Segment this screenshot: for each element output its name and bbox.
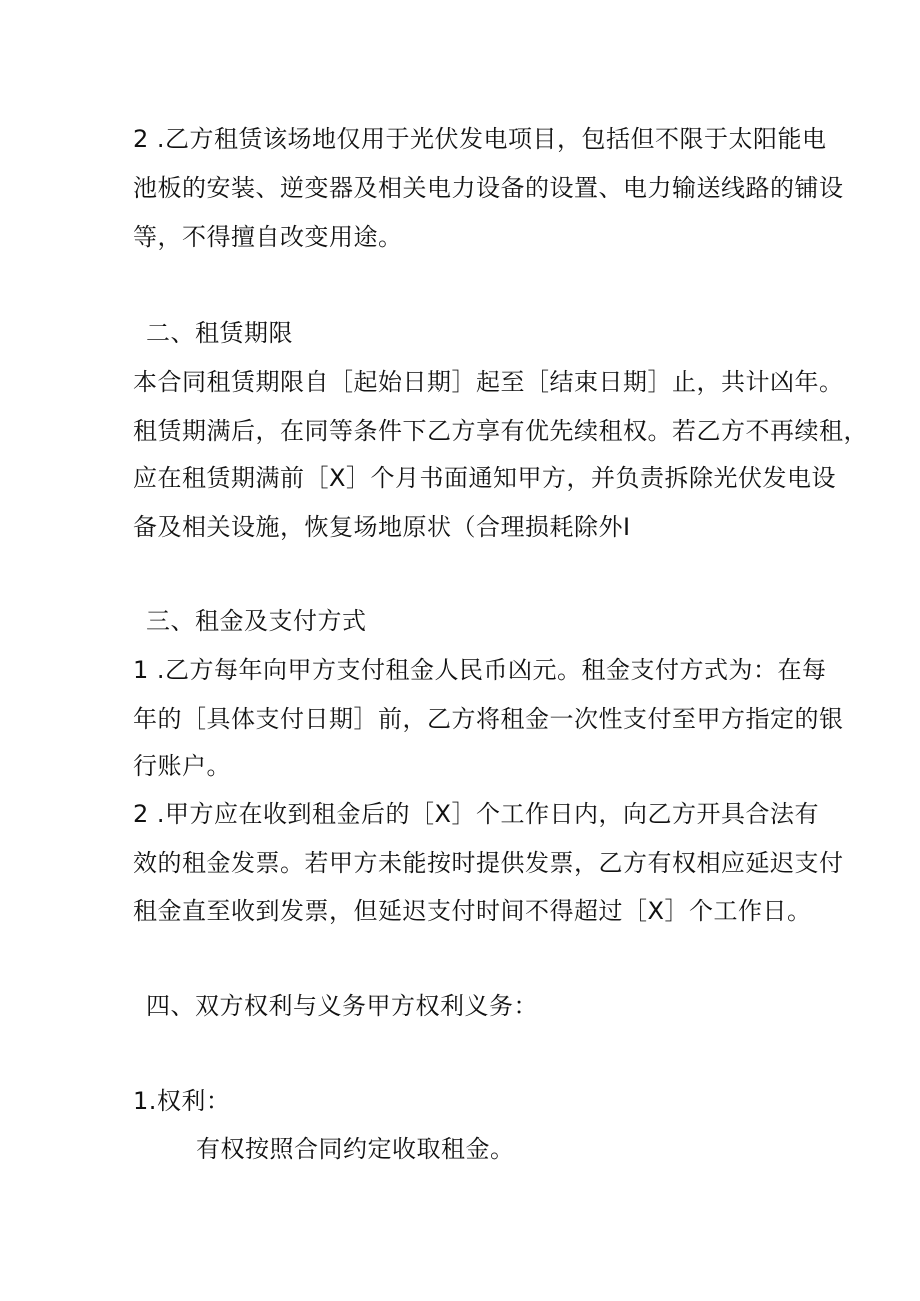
paragraph-line: 租赁期满后，在同等条件下乙方享有优先续租权。若乙方不再续租，: [133, 417, 868, 445]
paragraph-line: 备及相关设施，恢复场地原状（合理损耗除外I: [133, 513, 631, 541]
section-heading-rights-obligations: 四、双方权利与义务甲方权利义务：: [146, 992, 538, 1020]
section-heading-lease-term: 二、租赁期限: [146, 319, 293, 347]
rights-item: 有权按照合同约定收取租金。: [196, 1135, 515, 1163]
paragraph-line: 2 .甲方应在收到租金后的［X］个工作日内，向乙方开具合法有: [133, 800, 819, 828]
section-heading-rent-payment: 三、租金及支付方式: [146, 607, 367, 635]
paragraph-line: 2 .乙方租赁该场地仅用于光伏发电项目，包括但不限于太阳能电: [133, 125, 827, 153]
rights-label: 1.权利：: [133, 1087, 231, 1115]
paragraph-line: 本合同租赁期限自［起始日期］起至［结束日期］止，共计凶年。: [133, 368, 844, 396]
paragraph-line: 效的租金发票。若甲方未能按时提供发票，乙方有权相应延迟支付: [133, 849, 844, 877]
paragraph-line: 行账户。: [133, 752, 231, 780]
paragraph-line: 池板的安装、逆变器及相关电力设备的设置、电力输送线路的铺设: [133, 174, 844, 202]
paragraph-line: 租金直至收到发票，但延迟支付时间不得超过［X］个工作日。: [133, 897, 812, 925]
paragraph-line: 1 .乙方每年向甲方支付租金人民币凶元。租金支付方式为：在每: [133, 656, 827, 684]
paragraph-line: 等，不得擅自改变用途。: [133, 223, 403, 251]
paragraph-line: 应在租赁期满前［X］个月书面通知甲方，并负责拆除光伏发电设: [133, 464, 836, 492]
paragraph-line: 年的［具体支付日期］前，乙方将租金一次性支付至甲方指定的银: [133, 705, 844, 733]
